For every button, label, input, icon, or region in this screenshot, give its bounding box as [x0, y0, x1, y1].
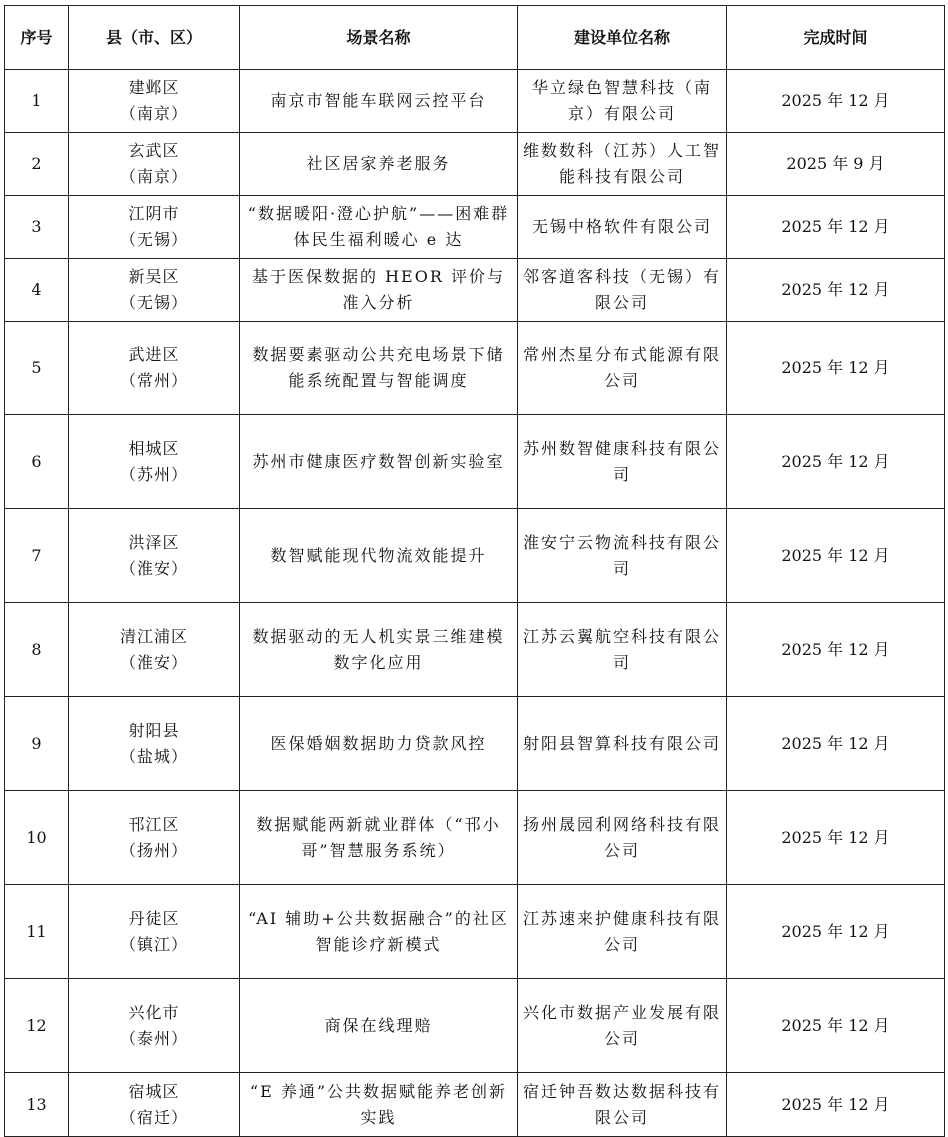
city-name: （无锡） [119, 230, 188, 249]
row-number: 5 [5, 322, 69, 415]
header-row [5, 6, 945, 70]
city-name: （南京） [119, 104, 188, 123]
city-name: （泰州） [119, 1028, 188, 1048]
district-name: 洪泽区 [128, 532, 180, 552]
county-cell [69, 1073, 240, 1137]
scene-table [4, 5, 945, 1137]
table-row [5, 509, 945, 603]
org-name: 淮安宁云物流科技有限公司 [518, 509, 727, 603]
city-name: （宿迁） [119, 1107, 188, 1127]
org-name: 邻客道客科技（无锡）有限公司 [518, 259, 727, 322]
header-scene: 场景名称 [240, 6, 518, 70]
org-name: 维数数科（江苏）人工智能科技有限公司 [518, 133, 727, 196]
row-number: 9 [5, 697, 69, 791]
county-cell [69, 509, 240, 603]
completion-time: 2025 年 12 月 [727, 322, 945, 415]
scene-name: 苏州市健康医疗数智创新实验室 [240, 415, 518, 509]
org-name: 常州杰星分布式能源有限公司 [518, 322, 727, 415]
completion-time: 2025 年 12 月 [727, 885, 945, 979]
org-name: 宿迁钟吾数达数据科技有限公司 [518, 1073, 727, 1137]
row-number: 1 [5, 70, 69, 133]
completion-time: 2025 年 12 月 [727, 1073, 945, 1137]
table-row [5, 791, 945, 885]
county-cell [69, 791, 240, 885]
district-name: 宿城区 [128, 1081, 180, 1101]
city-name: （南京） [119, 167, 188, 186]
table-row [5, 885, 945, 979]
header-no: 序号 [5, 6, 69, 70]
city-name: （苏州） [119, 464, 188, 484]
row-number: 12 [5, 979, 69, 1073]
district-name: 江阴市 [128, 204, 180, 223]
table-row [5, 322, 945, 415]
table-row [5, 196, 945, 259]
completion-time: 2025 年 12 月 [727, 791, 945, 885]
scene-name: 数据要素驱动公共充电场景下储能系统配置与智能调度 [240, 322, 518, 415]
table-body [5, 70, 945, 1137]
city-name: （盐城） [119, 746, 188, 766]
county-cell [69, 603, 240, 697]
completion-time: 2025 年 9 月 [727, 133, 945, 196]
district-name: 相城区 [128, 438, 180, 458]
completion-time: 2025 年 12 月 [727, 259, 945, 322]
scene-name: 数智赋能现代物流效能提升 [240, 509, 518, 603]
table-row [5, 603, 945, 697]
table-row [5, 979, 945, 1073]
district-name: 武进区 [128, 345, 180, 364]
scene-name: 数据赋能两新就业群体（“邗小哥”智慧服务系统） [240, 791, 518, 885]
org-name: 扬州晟园利网络科技有限公司 [518, 791, 727, 885]
district-name: 清江浦区 [119, 626, 188, 646]
table-row [5, 70, 945, 133]
county-cell [69, 196, 240, 259]
city-name: （无锡） [119, 293, 188, 312]
table-row [5, 415, 945, 509]
county-cell [69, 133, 240, 196]
scene-name: “E 养通”公共数据赋能养老创新实践 [240, 1073, 518, 1137]
county-cell [69, 697, 240, 791]
district-name: 建邺区 [128, 78, 180, 97]
header-county: 县（市、区） [69, 6, 240, 70]
completion-time: 2025 年 12 月 [727, 697, 945, 791]
district-name: 兴化市 [128, 1002, 180, 1022]
county-cell [69, 979, 240, 1073]
org-name: 射阳县智算科技有限公司 [518, 697, 727, 791]
county-cell [69, 70, 240, 133]
row-number: 13 [5, 1073, 69, 1137]
scene-name: 社区居家养老服务 [240, 133, 518, 196]
row-number: 2 [5, 133, 69, 196]
county-cell [69, 415, 240, 509]
county-cell [69, 259, 240, 322]
header-time: 完成时间 [727, 6, 945, 70]
row-number: 6 [5, 415, 69, 509]
completion-time: 2025 年 12 月 [727, 979, 945, 1073]
org-name: 兴化市数据产业发展有限公司 [518, 979, 727, 1073]
table-row [5, 1073, 945, 1137]
scene-name: “数据暖阳·澄心护航”——困难群体民生福利暖心 e 达 [240, 196, 518, 259]
row-number: 4 [5, 259, 69, 322]
table-row [5, 133, 945, 196]
row-number: 8 [5, 603, 69, 697]
org-name: 无锡中格软件有限公司 [518, 196, 727, 259]
scene-name: 南京市智能车联网云控平台 [240, 70, 518, 133]
org-name: 江苏云翼航空科技有限公司 [518, 603, 727, 697]
table-row [5, 697, 945, 791]
city-name: （常州） [119, 371, 188, 390]
district-name: 玄武区 [128, 141, 180, 160]
row-number: 7 [5, 509, 69, 603]
row-number: 3 [5, 196, 69, 259]
completion-time: 2025 年 12 月 [727, 603, 945, 697]
row-number: 10 [5, 791, 69, 885]
row-number: 11 [5, 885, 69, 979]
scene-name: 医保婚姻数据助力贷款风控 [240, 697, 518, 791]
district-name: 射阳县 [128, 720, 180, 740]
completion-time: 2025 年 12 月 [727, 196, 945, 259]
county-cell [69, 322, 240, 415]
city-name: （扬州） [119, 840, 188, 860]
table-row [5, 259, 945, 322]
district-name: 邗江区 [128, 814, 180, 834]
scene-name: 基于医保数据的 HEOR 评价与准入分析 [240, 259, 518, 322]
city-name: （淮安） [119, 558, 188, 578]
scene-name: 数据驱动的无人机实景三维建模数字化应用 [240, 603, 518, 697]
org-name: 江苏速来护健康科技有限公司 [518, 885, 727, 979]
scene-name: 商保在线理赔 [240, 979, 518, 1073]
city-name: （镇江） [119, 934, 188, 954]
org-name: 苏州数智健康科技有限公司 [518, 415, 727, 509]
completion-time: 2025 年 12 月 [727, 415, 945, 509]
scene-name: “AI 辅助+公共数据融合”的社区智能诊疗新模式 [240, 885, 518, 979]
completion-time: 2025 年 12 月 [727, 70, 945, 133]
org-name: 华立绿色智慧科技（南京）有限公司 [518, 70, 727, 133]
district-name: 新吴区 [128, 267, 180, 286]
county-cell [69, 885, 240, 979]
district-name: 丹徒区 [128, 908, 180, 928]
completion-time: 2025 年 12 月 [727, 509, 945, 603]
header-org: 建设单位名称 [518, 6, 727, 70]
city-name: （淮安） [119, 652, 188, 672]
